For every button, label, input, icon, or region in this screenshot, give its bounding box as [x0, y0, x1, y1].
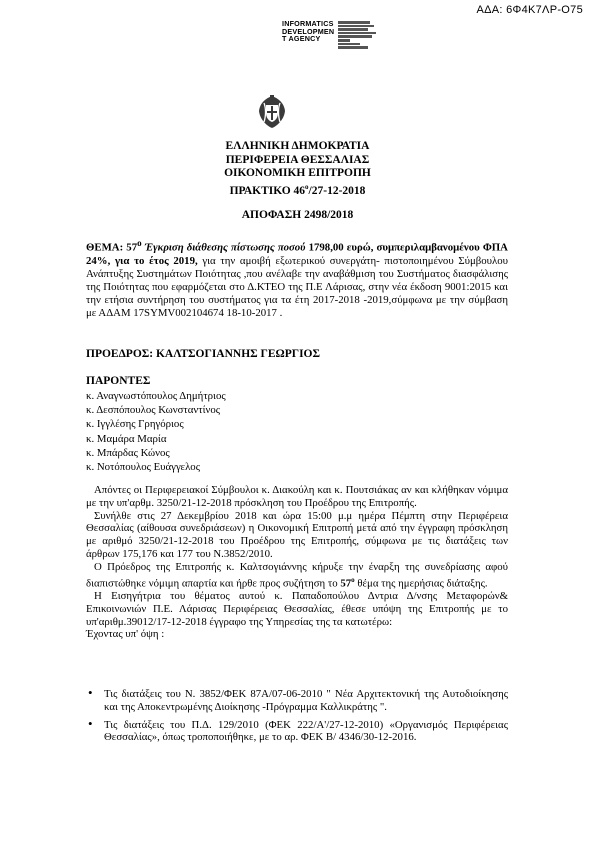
ada-code: ΑΔΑ: 6Φ4Κ7ΛΡ-Ο75	[476, 4, 583, 16]
opening-paragraph: Ο Πρόεδρος της Επιτροπής κ. Καλτσογιάννης κήρυξε την έναρξη της συνεδρίασης αφού διαπιστώθηκε νόμιμη απαρτία και ήρθε προς συζήτηση το $57^o$ θέμα της ημερήσιας διάταξης.	[86, 560, 508, 590]
present-members	[86, 389, 226, 474]
subject-paragraph: ΘΕΜΑ: $57^o$ Έγκριση διάθεσης πίστωσης ποσού 1798,00 ευρώ, συμπεριλαμβανομένου ΦΠΑ 24%, για το έτος 2019, για την αμοιβή εξωτερικού συνεργάτη- πιστοποιημένου Σύμβουλου Ανάπτυξης Συστημάτων Ποιότητας ,που ανέλαβε την αναβάθμιση του Συστήματος διασφάλισης της Ποιότητας που εφαρμόζεται στο Δ.ΚΤΕΟ της Π.Ε Λάρισας, στην νέα έκδοση 9001:2015 και την ετήσια συντήρηση του συστήματος για τα έτη 2017-2018 -2019,σύμφωνα με την σύμβαση με ΑΔΑΜ 17SYMV002104674 18-10-2017 .	[86, 238, 508, 319]
stamp-line: DEVELOPMEN	[282, 26, 335, 36]
subject-amount: 1798,00 ευρώ, συμπεριλαμβανομένου ΦΠΑ 24%, για το έτος 2019,	[86, 241, 508, 267]
subject-rest: για την αμοιβή εξωτερικού συνεργάτη- πιστοποιημένου Σύμβουλου Ανάπτυξης Συστημάτων Ποιότητας ,που ανέλαβε την αναβάθμιση του Συστήματος διασφάλισης της Ποιότητας που εφαρμόζεται στο Δ.ΚΤΕΟ της Π.Ε Λάρισας, στην νέα έκδοση 9001:2015 και την ετήσια συντήρηση του συστήματος για τα έτη 2017-2018 -2019,σύμφωνα με την σύμβαση με ΑΔΑΜ 17SYMV002104674 18-10-2017 .	[86, 254, 508, 319]
list-item: κ. Μαμάρα Μαρία	[86, 432, 167, 445]
list-item: • Τις διατάξεις του Ν. 3852/ΦΕΚ 87Α/07-06-2010 " Νέα Αρχιτεκτονική της Αυτοδιοίκησης και της Αποκεντρωμένης Διοίκησης -Πρόγραμμα Καλλικράτης ".	[86, 688, 508, 714]
subject-prefix: ΘΕΜΑ: 57	[86, 241, 138, 254]
chairman: ΠΡΟΕΔΡΟΣ: ΚΑΛΤΣΟΓΙΑΝΝΗΣ ΓΕΩΡΓΙΟΣ	[86, 348, 321, 360]
document-header	[0, 140, 595, 198]
list-item: κ. Μπάρδας Κώνος	[86, 446, 170, 459]
informatics-stamp	[282, 20, 376, 49]
list-item: • Τις διατάξεις του Π.Δ. 129/2010 (ΦΕΚ 222/Α'/27-12-2010) «Οργανισμός Περιφέρειας Θεσσαλίας», όπως τροποποιήθηκε, με το αρ. ΦΕΚ Β/ 4346/30-12-2016.	[86, 719, 508, 745]
list-item: κ. Ιγγλέσης Γρηγόριος	[86, 418, 184, 431]
header-committee: ΟΙΚΟΝΟΜΙΚΗ ΕΠΙΤΡΟΠΗ	[224, 167, 371, 179]
header-region: ΠΕΡΙΦΕΡΕΙΑ ΘΕΣΣΑΛΙΑΣ	[225, 153, 370, 166]
present-title: ΠΑΡΟΝΤΕΣ	[86, 375, 151, 387]
considering-line: Έχοντας υπ' όψη :	[86, 628, 165, 641]
rapporteur-paragraph: Η Εισηγήτρια του θέματος αυτού κ. Παπαδοπούλου Δντρια Δ/νσης Μεταφορών& Επικοινωνιών Π.Ε. Λάρισας Περιφέρειας Θεσσαλίας, έθεσε υπόψη της Επιτροπής με το υπ'αριθμ.39012/17-12-2018 έγγραφο της Υπηρεσίας της τα κατωτέρω:	[86, 589, 508, 628]
header-republic: ΕΛΛΗΝΙΚΗ ΔΗΜΟΚΡΑΤΙΑ	[225, 140, 370, 152]
list-item: κ. Νοτόπουλος Ευάγγελος	[86, 461, 200, 474]
stamp-fine-print	[338, 20, 376, 49]
header-minutes: ΠΡΑΚΤΙΚΟ $46^o/27-12-2018$	[229, 182, 366, 197]
greek-coat-of-arms-icon	[255, 94, 289, 135]
body-text	[86, 484, 508, 641]
list-item: κ. Δεσπόπουλος Κωνσταντίνος	[86, 404, 221, 417]
decision-number: ΑΠΟΦΑΣΗ 2498/2018	[241, 209, 354, 221]
stamp-line: T AGENCY	[282, 34, 321, 44]
legal-basis-list	[86, 688, 508, 749]
meeting-paragraph: Συνήλθε στις 27 Δεκεμβρίου 2018 και ώρα 15:00 μ.μ ημέρα Πέμπτη στην Περιφέρεια Θεσσαλίας (αίθουσα συνεδριάσεων) η Οικονομική Επιτροπή μετά από την έγγραφη πρόσκληση με αριθμό 3250/21-12-2018 του Προέδρου της Επιτροπής, σύμφωνα με τις διατάξεις των άρθρων 175,176 και 177 του Ν.3852/2010.	[86, 509, 508, 560]
absent-paragraph: Απόντες οι Περιφερειακοί Σύμβουλοι κ. Διακούλη και κ. Πουτσιάκας αν και κλήθηκαν νόμιμα με την υπ'αρθμ. 3250/21-12-2018 πρόσκληση του Προέδρου της Επιτροπής.	[86, 484, 508, 509]
list-item: κ. Αναγνωστόπουλος Δημήτριος	[86, 390, 226, 402]
stamp-text	[282, 20, 334, 43]
subject-title: Έγκριση διάθεσης πίστωσης ποσού	[141, 241, 309, 254]
stamp-line: INFORMATICS	[282, 19, 334, 28]
